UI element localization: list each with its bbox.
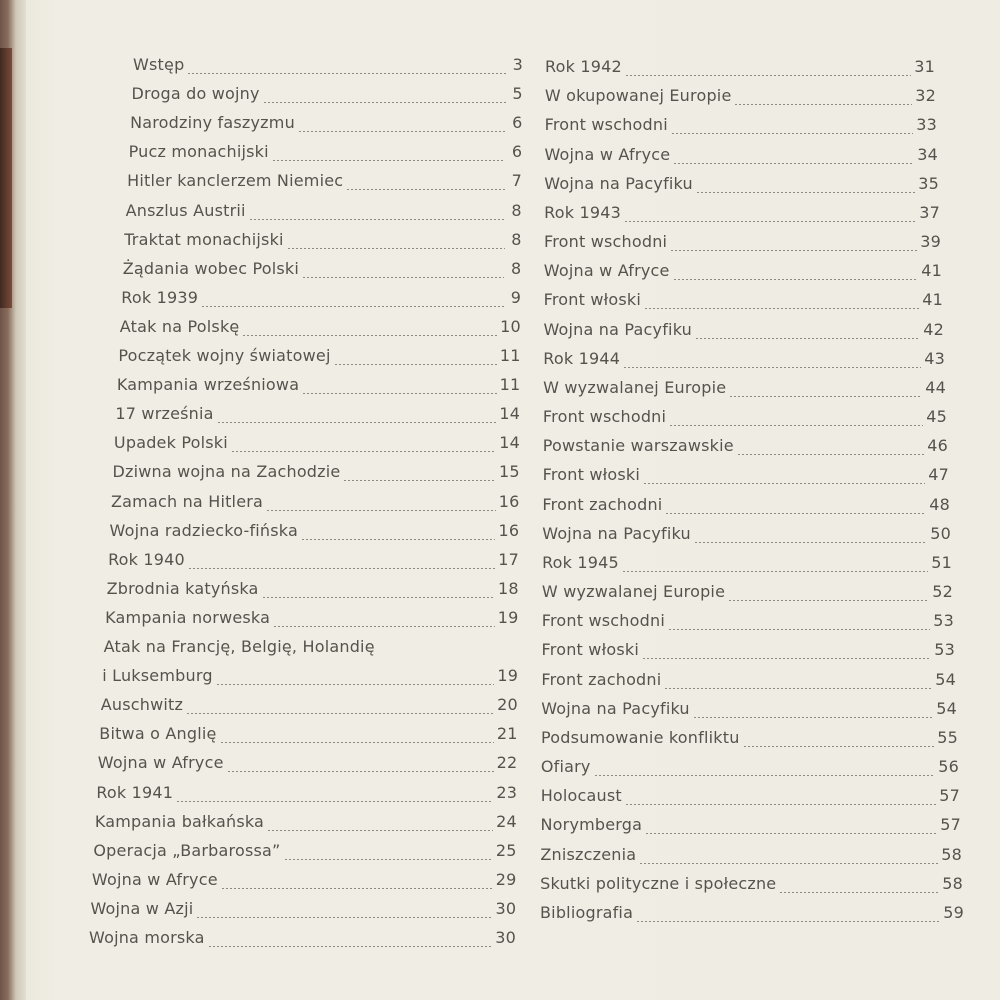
dot-leader: [669, 425, 923, 426]
toc-entry-title: W wyzwalanej Europie: [541, 582, 726, 602]
toc-entry-title: Front włoski: [542, 465, 641, 485]
dot-leader: [284, 859, 493, 860]
dot-leader: [737, 454, 924, 455]
toc-entry: [124, 230, 521, 256]
toc-entry-page: 37: [919, 202, 940, 222]
dot-leader: [673, 279, 919, 280]
toc-entry-title: Traktat monachijski: [124, 229, 284, 249]
toc-entry: [120, 317, 521, 343]
dot-leader: [227, 771, 494, 772]
toc-entry-page: 6: [512, 113, 523, 133]
toc-entry-title: Wojna na Pacyfiku: [541, 698, 690, 718]
toc-entry-page: 21: [496, 724, 518, 744]
toc-entry-title: Wojna morska: [89, 928, 205, 947]
toc-entry: [542, 611, 954, 637]
toc-entry: [545, 115, 937, 141]
toc-entry-page: 10: [500, 316, 521, 336]
dot-leader: [263, 102, 506, 103]
toc-entry-title: Front zachodni: [541, 669, 662, 689]
toc-entry: [111, 492, 520, 518]
toc-entry-title: Wojna w Afryce: [97, 753, 224, 773]
toc-entry-page: 29: [495, 869, 517, 889]
toc-entry-title: Front włoski: [543, 290, 642, 310]
toc-entry-title: Wojna na Pacyfiku: [544, 173, 693, 193]
toc-entry: [127, 171, 522, 197]
dot-leader: [734, 104, 912, 105]
dot-leader: [665, 513, 926, 514]
toc-entry: [101, 695, 518, 721]
toc-entry-title: Atak na Francję, Belgię, Holandię: [103, 637, 375, 656]
dot-leader: [639, 863, 938, 864]
toc-entry: [541, 757, 959, 783]
toc-entry-title: Atak na Polskę: [119, 316, 240, 336]
dot-leader: [176, 801, 493, 802]
toc-entry-title: Holocaust: [540, 786, 622, 806]
toc-entry: [110, 521, 520, 547]
toc-entry-page: 54: [935, 669, 956, 689]
dot-leader: [729, 396, 922, 397]
toc-entry-page: 16: [498, 491, 520, 511]
toc-entry-page: 34: [917, 144, 938, 164]
dot-leader: [201, 306, 504, 307]
dot-leader: [623, 367, 921, 368]
toc-entry: [543, 349, 945, 375]
toc-entry-title: Skutki polityczne i społeczne: [540, 873, 777, 893]
toc-entry: [92, 870, 517, 896]
toc-entry-page: 35: [918, 173, 939, 193]
toc-entry-page: 24: [496, 811, 517, 831]
toc-entry-title: Bitwa o Anglię: [99, 724, 217, 744]
toc-entry-title: 17 września: [115, 404, 214, 424]
dot-leader: [728, 600, 929, 601]
dot-leader: [216, 684, 495, 685]
toc-entry: [545, 57, 935, 83]
toc-entry-title: Rok 1945: [542, 552, 619, 572]
toc-entry-page: 55: [937, 727, 958, 747]
dot-leader: [644, 308, 919, 309]
toc-entry: [540, 903, 964, 929]
dot-leader: [208, 946, 493, 947]
toc-entry-title: Front zachodni: [542, 494, 663, 514]
toc-entry-title: Norymberga: [540, 815, 643, 835]
toc-entry-title: Front wschodni: [542, 407, 667, 427]
toc-entry-title: Kampania wrześniowa: [116, 375, 300, 395]
toc-entry-page: 47: [928, 465, 949, 485]
toc-entry-page: 31: [914, 57, 935, 76]
dot-leader: [334, 364, 497, 365]
toc-entry-page: 14: [499, 404, 521, 424]
toc-entry-title: Operacja „Barbarossa”: [93, 840, 281, 860]
toc-entry-title: Wojna w Afryce: [91, 869, 218, 889]
toc-entry: [541, 670, 956, 696]
toc-entry-page: 11: [499, 346, 521, 365]
toc-entry-page: 23: [496, 782, 518, 802]
dot-leader: [221, 888, 493, 889]
toc-entry: [540, 874, 963, 900]
toc-entry-page: 45: [926, 407, 947, 427]
toc-entry: [545, 86, 936, 112]
toc-entry-title: Front wschodni: [543, 232, 668, 252]
toc-entry: [542, 495, 950, 521]
dot-leader: [622, 571, 928, 572]
toc-entry: [544, 145, 938, 171]
dot-leader: [273, 626, 495, 627]
toc-entry: [90, 899, 516, 925]
toc-entry: [543, 407, 947, 433]
dot-leader: [249, 219, 505, 220]
toc-entry-title: Bibliografia: [540, 903, 634, 922]
toc-entry-page: 25: [495, 840, 517, 860]
dot-leader: [266, 510, 496, 511]
dot-leader: [642, 658, 931, 659]
toc-entry: [541, 699, 957, 725]
toc-entry-title: W wyzwalanej Europie: [543, 377, 727, 397]
toc-entry-page: 46: [927, 436, 948, 456]
toc-entry-title: Upadek Polski: [113, 433, 228, 453]
dot-leader: [695, 338, 920, 339]
toc-entry: [541, 786, 960, 812]
toc-entry-title: Wojna w Afryce: [544, 144, 671, 164]
toc-entry-page: 8: [511, 200, 522, 220]
toc-entry-page: 22: [496, 753, 518, 773]
dot-leader: [262, 597, 495, 598]
toc-entry-page: 19: [497, 607, 519, 627]
toc-entry-page: 3: [512, 55, 523, 74]
toc-entry-page: 39: [920, 232, 941, 252]
toc-entry-page: 59: [943, 903, 964, 922]
toc-entry-title: i Luksemburg: [102, 666, 213, 686]
toc-entry: [542, 640, 955, 666]
dot-leader: [673, 163, 914, 164]
toc-entry: [114, 433, 520, 459]
toc-entry-title: Ofiary: [540, 757, 591, 777]
toc-entry: [541, 728, 958, 754]
book-spine: [0, 0, 26, 1000]
toc-entry-page: 7: [511, 171, 523, 191]
toc-entry-page: 8: [511, 229, 522, 249]
dot-leader: [188, 568, 495, 569]
dot-leader: [187, 73, 506, 74]
toc-entry: [541, 815, 961, 841]
toc-entry: [89, 928, 516, 954]
toc-entry: [99, 724, 517, 750]
dot-leader: [693, 717, 933, 718]
toc-entry: [543, 465, 949, 491]
dot-leader: [298, 131, 506, 132]
dot-leader: [664, 688, 932, 689]
toc-entry-title: Wojna na Pacyfiku: [543, 319, 693, 339]
toc-entry-page: 15: [498, 462, 520, 482]
toc-entry: [126, 201, 522, 227]
toc-entry-page: 54: [936, 698, 957, 718]
toc-entry: [117, 375, 521, 401]
dot-leader: [594, 775, 936, 776]
toc-entry-title: Front wschodni: [541, 611, 665, 631]
dot-leader: [220, 742, 494, 743]
toc-entry-title: Narodziny faszyzmu: [130, 113, 295, 133]
toc-entry: [108, 550, 519, 576]
toc-entry-page: 50: [930, 523, 951, 543]
toc-entry: [115, 404, 520, 430]
toc-entry-title: Dziwna wojna na Zachodzie: [112, 462, 341, 482]
toc-entry-title: Rok 1941: [96, 782, 174, 802]
toc-entry: [542, 524, 951, 550]
toc-entry-page: 20: [497, 695, 518, 715]
toc-entry: [544, 290, 943, 316]
toc-entry: [540, 845, 962, 871]
toc-entry-title: Kampania bałkańska: [94, 811, 265, 831]
toc-entry-title: Wojna na Pacyfiku: [542, 523, 691, 543]
toc-entry: [543, 378, 946, 404]
toc-entry: [129, 142, 523, 168]
toc-entry: [123, 259, 522, 285]
toc-entry-page: 30: [495, 928, 516, 947]
dot-leader: [231, 451, 496, 452]
dot-leader: [625, 75, 911, 76]
dot-leader: [302, 277, 504, 278]
toc-entry: [544, 174, 939, 200]
dot-leader: [287, 248, 505, 249]
toc-entry-page: 53: [933, 611, 954, 631]
dot-leader: [696, 192, 915, 193]
dot-leader: [668, 629, 930, 630]
toc-entry: [104, 637, 519, 663]
dot-leader: [196, 917, 492, 918]
toc-entry-title: Droga do wojny: [131, 84, 260, 104]
toc-entry-page: 58: [941, 844, 962, 864]
toc-entry: [132, 84, 523, 110]
dot-leader: [302, 393, 496, 394]
toc-entry-title: Początek wojny światowej: [118, 346, 331, 365]
dot-leader: [301, 539, 495, 540]
toc-entry-title: Wojna radziecko-fińska: [109, 520, 299, 540]
toc-entry: [544, 232, 941, 258]
toc-entry-title: Zbrodnia katyńska: [106, 578, 259, 598]
toc-entry-page: 33: [916, 115, 937, 135]
toc-entry-page: 6: [511, 142, 523, 162]
toc-entry-title: Rok 1943: [544, 202, 621, 222]
toc-entry-page: 41: [922, 290, 943, 310]
toc-entry: [98, 753, 518, 779]
toc-entry-page: 41: [921, 261, 942, 281]
dot-leader: [217, 422, 497, 423]
toc-entry: [543, 436, 948, 462]
toc-entry: [95, 812, 517, 838]
toc-entry-title: Powstanie warszawskie: [542, 436, 734, 456]
toc-entry-page: 17: [498, 549, 520, 569]
toc-entry: [542, 582, 953, 608]
toc-entry-title: Rok 1940: [108, 549, 185, 569]
toc-entry-title: Auschwitz: [100, 695, 184, 715]
toc-entry-title: Rok 1942: [545, 57, 622, 76]
toc-entry: [107, 579, 519, 605]
toc-entry: [112, 462, 519, 488]
toc-entry-page: 56: [938, 757, 959, 777]
toc-entry-title: Anszlus Austrii: [125, 200, 246, 220]
toc-entry-title: W okupowanej Europie: [544, 86, 732, 106]
toc-entry: [133, 55, 523, 81]
dot-leader: [743, 746, 935, 747]
toc-entry: [105, 608, 518, 634]
toc-entry-title: Kampania norweska: [105, 607, 271, 627]
toc-entry-title: Hitler kanclerzem Niemiec: [127, 171, 344, 191]
toc-entry-page: 11: [499, 375, 521, 395]
toc-entry-page: 57: [940, 815, 961, 835]
dot-leader: [343, 480, 496, 481]
toc-entry: [544, 203, 940, 229]
toc-entry-page: 8: [510, 258, 522, 278]
toc-entry: [102, 666, 518, 692]
toc-entry-title: Rok 1944: [543, 348, 621, 368]
dot-leader: [272, 160, 506, 161]
toc-entry-title: Rok 1939: [121, 287, 199, 307]
toc-entry-page: 5: [512, 84, 523, 104]
toc-entry-page: 52: [932, 582, 953, 602]
toc-entry-page: 9: [510, 287, 522, 307]
toc-entry-title: Wojna w Azji: [90, 898, 194, 918]
toc-entry-page: 53: [934, 640, 955, 660]
toc-entry: [96, 783, 517, 809]
toc-entry: [543, 320, 944, 346]
toc-entry-page: 51: [931, 552, 952, 572]
dot-leader: [636, 921, 940, 922]
toc-entry-page: 19: [497, 666, 519, 686]
toc-entry-title: Front wschodni: [544, 115, 668, 135]
toc-entry: [121, 288, 521, 314]
toc-entry-title: Front włoski: [541, 640, 639, 660]
toc-entry-page: 18: [498, 578, 519, 598]
toc-entry-page: 43: [924, 348, 945, 368]
dot-leader: [186, 713, 494, 714]
dot-leader: [643, 483, 925, 484]
dot-leader: [670, 250, 917, 251]
toc-entry: [130, 113, 522, 139]
toc-entry-title: Wojna w Afryce: [543, 261, 670, 281]
toc-entry: [93, 841, 516, 867]
dot-leader: [625, 804, 936, 805]
toc-entry-page: 16: [498, 520, 520, 540]
spine-band: [0, 48, 12, 308]
dot-leader: [645, 833, 937, 834]
toc-entry-page: 48: [929, 494, 950, 514]
dot-leader: [624, 221, 916, 222]
toc-entry-page: 14: [499, 433, 520, 453]
toc-entry-title: Zamach na Hitlera: [111, 491, 264, 511]
toc-entry-page: 42: [923, 319, 944, 339]
toc-entry-title: Wstęp: [133, 55, 185, 74]
dot-leader: [242, 335, 497, 336]
toc-entry-page: 30: [495, 898, 517, 918]
dot-leader: [346, 189, 505, 190]
toc-entry-page: 57: [939, 786, 960, 806]
dot-leader: [671, 133, 913, 134]
toc-entry-title: Pucz monachijski: [128, 142, 269, 162]
toc-entry-page: 32: [915, 86, 936, 106]
toc-entry: [542, 553, 952, 579]
toc-entry: [118, 346, 520, 372]
dot-leader: [267, 830, 493, 831]
toc-entry-page: 44: [925, 377, 946, 397]
dot-leader: [694, 542, 927, 543]
toc-entry: [544, 261, 942, 287]
dot-leader: [779, 892, 939, 893]
toc-entry-page: 58: [942, 873, 963, 893]
toc-entry-title: Żądania wobec Polski: [122, 258, 300, 278]
toc-entry-title: Zniszczenia: [540, 844, 637, 864]
toc-entry-title: Podsumowanie konfliktu: [541, 727, 740, 747]
